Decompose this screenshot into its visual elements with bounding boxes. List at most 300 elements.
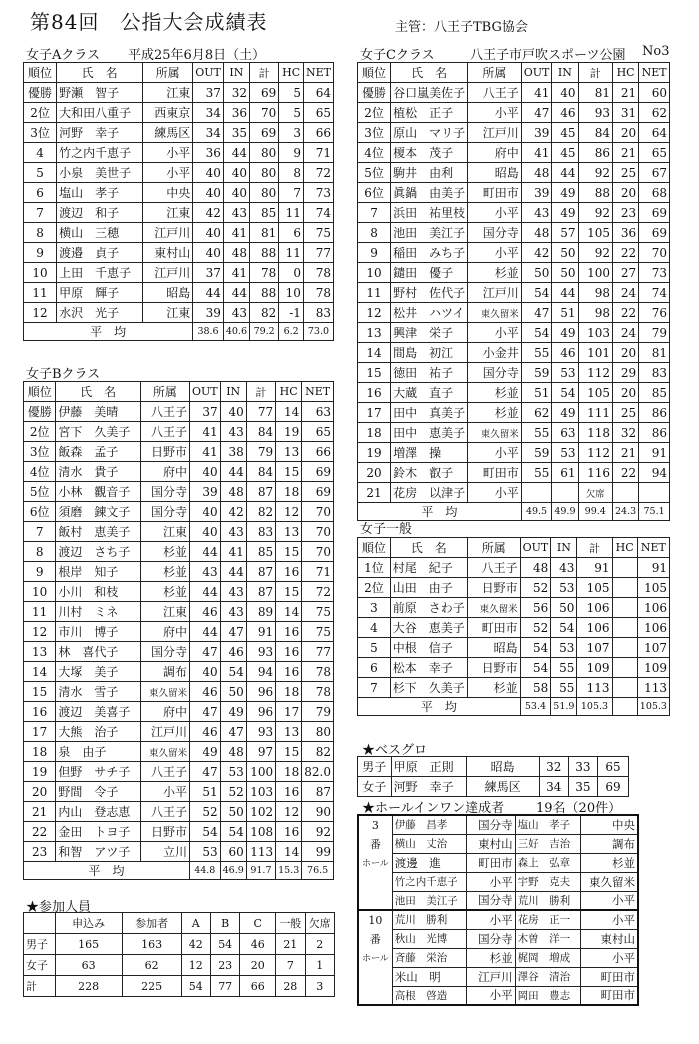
player-name: 稲田 みち子 <box>391 243 468 263</box>
table-cell: 93 <box>578 103 613 123</box>
table-cell: 54 <box>551 618 577 638</box>
player-name: 田中 真美子 <box>391 403 468 423</box>
table-cell: 2位 <box>358 103 391 123</box>
player-name: 林 喜代子 <box>56 642 140 662</box>
table-cell: 中央 <box>143 183 193 203</box>
table-cell: 93 <box>246 722 275 742</box>
table-cell: 欠席 <box>578 483 613 503</box>
player-name: 植松 正子 <box>391 103 468 123</box>
table-cell: 40 <box>220 402 246 422</box>
table-cell: 39 <box>193 303 224 323</box>
average-value: 46.9 <box>220 862 246 880</box>
table-cell: 調布 <box>140 662 189 682</box>
average-value: 49.5 <box>521 503 552 521</box>
table-cell: 46 <box>189 602 220 622</box>
table-cell: 69 <box>639 203 670 223</box>
table-cell: 60 <box>639 83 670 103</box>
table-cell: 13 <box>276 442 302 462</box>
table-cell: 54 <box>521 283 552 303</box>
table-cell: 国分寺 <box>468 363 522 383</box>
table-cell: 42 <box>521 243 552 263</box>
table-cell: 16 <box>276 642 302 662</box>
player-name: 花房 以津子 <box>391 483 468 503</box>
table-cell: 優勝 <box>24 83 57 103</box>
table-cell: 東久留米 <box>468 303 522 323</box>
table-cell: 83 <box>639 363 670 383</box>
general-table <box>357 537 670 716</box>
table-cell: 75 <box>302 622 334 642</box>
table-cell: 国分寺 <box>140 642 189 662</box>
table-cell: 63 <box>55 955 122 976</box>
table-cell: 91 <box>577 558 612 578</box>
table-cell: 竹之内千恵子 <box>392 872 466 891</box>
table-cell: 79 <box>639 323 670 343</box>
header-row <box>24 63 334 83</box>
column-header: 参加者 <box>122 913 181 934</box>
hole-number-label: 3 <box>358 815 392 834</box>
table-row <box>24 602 334 622</box>
table-cell: 55 <box>521 423 552 443</box>
table-cell: 62 <box>122 955 181 976</box>
table-cell: 21 <box>276 934 305 955</box>
table-cell: 75 <box>302 602 334 622</box>
table-cell: 杉並 <box>468 383 522 403</box>
table-row <box>24 223 334 243</box>
table-cell: 72 <box>303 163 333 183</box>
table-cell: 20 <box>240 955 276 976</box>
column-header: IN <box>552 63 578 83</box>
column-header: OUT <box>520 538 551 558</box>
table-cell: 48 <box>521 223 552 243</box>
class-a-date: 平成25年6月8日（土） <box>128 48 266 63</box>
table-cell: 小金井 <box>468 343 522 363</box>
table-cell: 15 <box>276 742 302 762</box>
table-cell: 23 <box>613 203 639 223</box>
table-row <box>24 402 334 422</box>
table-cell: 6 <box>24 183 57 203</box>
table-cell: 32 <box>539 757 568 777</box>
table-cell: 22 <box>613 303 639 323</box>
average-row <box>358 698 670 716</box>
table-cell: 25 <box>613 403 639 423</box>
table-cell <box>612 578 637 598</box>
best-gross-row <box>358 777 629 797</box>
table-cell: 14 <box>358 343 391 363</box>
table-cell: 女子 <box>358 777 392 797</box>
table-cell: 36 <box>193 143 224 163</box>
column-header: 欠席 <box>305 913 334 934</box>
table-cell: 八王子 <box>140 802 189 822</box>
table-cell: 府中 <box>140 462 189 482</box>
table-cell: 70 <box>639 243 670 263</box>
table-cell: 28 <box>276 976 305 997</box>
table-cell: 府中 <box>468 143 522 163</box>
table-row <box>358 263 670 283</box>
column-header: 所属 <box>143 63 193 83</box>
table-cell: 男子 <box>24 934 56 955</box>
table-cell: 11 <box>279 203 304 223</box>
table-cell: 16 <box>276 662 302 682</box>
table-cell: 50 <box>220 682 246 702</box>
table-cell: 国分寺 <box>466 815 515 834</box>
table-cell: 東久留米 <box>468 423 522 443</box>
table-cell: 19 <box>276 422 302 442</box>
player-name: 小泉 美世子 <box>57 163 143 183</box>
table-row <box>24 722 334 742</box>
table-cell: -1 <box>279 303 304 323</box>
table-cell: 35 <box>568 777 597 797</box>
table-cell: 33 <box>568 757 597 777</box>
table-cell: 40 <box>193 223 224 243</box>
table-cell: 59 <box>521 363 552 383</box>
average-value <box>612 698 637 716</box>
table-cell: 48 <box>521 163 552 183</box>
table-cell: 87 <box>302 782 334 802</box>
average-value: 6.2 <box>279 323 304 341</box>
table-cell: 13 <box>358 323 391 343</box>
table-cell: 105 <box>578 383 613 403</box>
table-cell: 40 <box>552 83 578 103</box>
table-cell: 58 <box>520 678 551 698</box>
table-cell: 89 <box>246 602 275 622</box>
table-cell: 練馬区 <box>143 123 193 143</box>
table-cell: 88 <box>250 283 279 303</box>
table-cell: 55 <box>551 658 577 678</box>
table-row <box>24 83 334 103</box>
table-cell: 63 <box>302 402 334 422</box>
table-cell: 46 <box>189 722 220 742</box>
player-name: 間島 初江 <box>391 343 468 363</box>
average-value: 73.0 <box>303 323 333 341</box>
player-name: 野瀬 智子 <box>57 83 143 103</box>
table-cell: 79 <box>246 442 275 462</box>
table-cell: 江東 <box>143 83 193 103</box>
table-cell: 52 <box>520 618 551 638</box>
table-cell: 103 <box>246 782 275 802</box>
table-cell: 小平 <box>468 483 522 503</box>
table-cell: 小平 <box>581 891 638 910</box>
table-cell: 小平 <box>581 948 638 967</box>
table-cell: 41 <box>223 223 249 243</box>
table-cell: 9 <box>24 243 57 263</box>
table-cell: 4位 <box>24 462 56 482</box>
table-cell: 92 <box>578 243 613 263</box>
table-cell: 昭島 <box>467 638 520 658</box>
table-cell: 105 <box>577 578 612 598</box>
table-cell: 杉並 <box>468 403 522 423</box>
table-cell: 高根 啓造 <box>392 986 466 1005</box>
table-cell: 11 <box>279 243 304 263</box>
hole-in-one-row <box>358 986 638 1005</box>
hole-number-label <box>358 891 392 910</box>
table-cell: 40 <box>193 243 224 263</box>
table-cell <box>612 558 637 578</box>
table-cell: 町田市 <box>581 967 638 986</box>
column-header: C <box>240 913 276 934</box>
table-cell: 東村山 <box>466 834 515 853</box>
table-cell: 2位 <box>24 103 57 123</box>
table-cell: 87 <box>246 562 275 582</box>
table-row <box>358 483 670 503</box>
table-cell: 18 <box>276 762 302 782</box>
table-cell: 16 <box>276 622 302 642</box>
hole-in-one-table <box>357 814 639 1006</box>
table-cell: 44 <box>220 562 246 582</box>
table-cell: 22 <box>613 463 639 483</box>
player-name: 大熊 治子 <box>56 722 140 742</box>
player-name: 松本 幸子 <box>390 658 467 678</box>
table-row <box>358 598 670 618</box>
table-cell: 45 <box>552 143 578 163</box>
table-cell: 34 <box>539 777 568 797</box>
table-cell: 56 <box>520 598 551 618</box>
table-cell: 113 <box>246 842 275 862</box>
table-row <box>358 638 670 658</box>
table-cell: 41 <box>223 263 249 283</box>
table-cell: 32 <box>613 423 639 443</box>
table-cell: 18 <box>358 423 391 443</box>
table-cell: 12 <box>181 955 210 976</box>
table-cell: 86 <box>639 403 670 423</box>
table-cell: 51 <box>552 303 578 323</box>
table-cell <box>612 678 637 698</box>
table-cell: 70 <box>302 522 334 542</box>
table-cell: 100 <box>246 762 275 782</box>
table-cell: 47 <box>189 642 220 662</box>
column-header: 氏 名 <box>391 63 468 83</box>
table-cell: 88 <box>250 243 279 263</box>
table-row <box>24 976 335 997</box>
table-cell: 女子 <box>24 955 56 976</box>
table-cell: 東村山 <box>143 243 193 263</box>
table-cell: 94 <box>246 662 275 682</box>
class-c-table <box>357 62 670 521</box>
table-row <box>24 682 334 702</box>
table-row <box>358 303 670 323</box>
table-cell: 東久留米 <box>140 742 189 762</box>
table-row <box>24 842 334 862</box>
table-row <box>24 822 334 842</box>
table-cell: 36 <box>613 223 639 243</box>
table-cell: 昭島 <box>468 163 522 183</box>
table-cell: 47 <box>521 303 552 323</box>
table-cell: 中央 <box>581 815 638 834</box>
hole-number-label: ホール <box>358 853 392 872</box>
class-c-venue: 八王子市戸吹スポーツ公園 <box>470 48 626 63</box>
table-cell: 東久留米 <box>467 598 520 618</box>
table-cell: 20 <box>613 123 639 143</box>
table-cell: 69 <box>302 482 334 502</box>
player-name: 竹之内千恵子 <box>57 143 143 163</box>
table-cell: 92 <box>578 203 613 223</box>
table-row <box>358 183 670 203</box>
table-cell: 86 <box>578 143 613 163</box>
table-cell: 24 <box>613 323 639 343</box>
table-cell: 5 <box>279 103 304 123</box>
player-name: 但野 サチ子 <box>56 762 140 782</box>
table-cell: 16 <box>24 702 56 722</box>
player-name: 宮下 久美子 <box>56 422 140 442</box>
table-cell: 70 <box>302 502 334 522</box>
player-name: 須磨 錬文子 <box>56 502 140 522</box>
table-cell: 7 <box>24 522 56 542</box>
table-cell: 5 <box>24 163 57 183</box>
hole-in-one-row <box>358 872 638 891</box>
table-cell: 51 <box>189 782 220 802</box>
table-cell: 16 <box>276 562 302 582</box>
table-cell: 計 <box>24 976 56 997</box>
column-header: B <box>210 913 239 934</box>
table-cell: 50 <box>521 263 552 283</box>
player-name: 大谷 恵美子 <box>390 618 467 638</box>
table-cell: 49 <box>220 702 246 722</box>
table-cell: 53 <box>552 363 578 383</box>
table-row <box>24 642 334 662</box>
table-cell: 4位 <box>358 143 391 163</box>
table-cell: 46 <box>189 682 220 702</box>
column-header: HC <box>613 63 639 83</box>
column-header: 所属 <box>140 382 189 402</box>
table-cell: 46 <box>552 343 578 363</box>
column-header: HC <box>612 538 637 558</box>
table-cell: 82 <box>250 303 279 323</box>
column-header: 順位 <box>358 63 391 83</box>
table-cell: 18 <box>24 742 56 762</box>
column-header: 計 <box>246 382 275 402</box>
table-cell: 41 <box>521 143 552 163</box>
table-cell: 47 <box>189 702 220 722</box>
table-cell: 2 <box>305 934 334 955</box>
table-cell: 23 <box>24 842 56 862</box>
table-cell: 調布 <box>581 834 638 853</box>
table-cell: 80 <box>302 722 334 742</box>
table-cell: 府中 <box>140 702 189 722</box>
table-cell: 48 <box>220 482 246 502</box>
average-label: 平 均 <box>358 503 522 521</box>
table-cell: 江東 <box>140 602 189 622</box>
table-cell: 34 <box>193 103 224 123</box>
table-cell: 43 <box>521 203 552 223</box>
table-cell: 100 <box>578 263 613 283</box>
table-cell: 85 <box>639 383 670 403</box>
table-cell: 44 <box>193 283 224 303</box>
table-cell: 15 <box>276 542 302 562</box>
table-cell: 18 <box>276 682 302 702</box>
header-row <box>358 538 670 558</box>
table-cell: 77 <box>303 243 333 263</box>
table-cell: 54 <box>552 383 578 403</box>
table-cell: 49 <box>552 203 578 223</box>
table-row <box>358 363 670 383</box>
table-cell: 14 <box>24 662 56 682</box>
table-cell: 55 <box>551 678 577 698</box>
table-cell <box>521 483 552 503</box>
table-cell: 小平 <box>468 323 522 343</box>
table-cell: 48 <box>220 742 246 762</box>
table-cell: 73 <box>639 263 670 283</box>
table-cell: 東久留米 <box>581 872 638 891</box>
average-value: 99.4 <box>578 503 613 521</box>
table-cell: 106 <box>637 598 669 618</box>
player-name: 川村 ミネ <box>56 602 140 622</box>
table-cell: 河野 幸子 <box>391 777 466 797</box>
table-cell: 49 <box>552 183 578 203</box>
table-cell: 0 <box>279 263 304 283</box>
table-cell: 6 <box>279 223 304 243</box>
hole-number-label <box>358 872 392 891</box>
table-cell: 37 <box>193 263 224 283</box>
table-cell <box>552 483 578 503</box>
table-cell: 14 <box>276 602 302 622</box>
table-cell: 74 <box>639 283 670 303</box>
table-cell: 49 <box>189 742 220 762</box>
table-cell: 森上 弘章 <box>515 853 581 872</box>
column-header: NET <box>639 63 670 83</box>
hole-in-one-label: ★ホールインワン達成者 <box>362 801 505 816</box>
table-row <box>358 558 670 578</box>
table-row <box>24 303 334 323</box>
table-cell: 7 <box>24 203 57 223</box>
table-cell: 12 <box>276 802 302 822</box>
average-value: 53.4 <box>520 698 551 716</box>
table-cell: 84 <box>246 462 275 482</box>
table-cell: 83 <box>246 522 275 542</box>
table-cell: 69 <box>250 123 279 143</box>
table-cell: 98 <box>578 303 613 323</box>
table-cell: 10 <box>24 582 56 602</box>
table-cell: 町田市 <box>468 183 522 203</box>
hole-number-label <box>358 967 392 986</box>
table-cell: 17 <box>276 702 302 722</box>
table-cell: 57 <box>552 223 578 243</box>
player-name: 小川 和枝 <box>56 582 140 602</box>
table-cell: 優勝 <box>24 402 56 422</box>
table-cell: 国分寺 <box>140 502 189 522</box>
table-cell: 21 <box>613 443 639 463</box>
table-cell: 93 <box>246 642 275 662</box>
table-cell: 54 <box>521 323 552 343</box>
table-cell: 3 <box>279 123 304 143</box>
table-cell: 昭島 <box>466 757 539 777</box>
table-cell: 65 <box>303 103 333 123</box>
table-cell: 20 <box>24 782 56 802</box>
table-cell: 10 <box>279 283 304 303</box>
table-cell: 37 <box>193 83 224 103</box>
header-row <box>358 63 670 83</box>
table-cell: 43 <box>220 522 246 542</box>
average-value: 105.3 <box>637 698 669 716</box>
class-c-label: 女子Cクラス <box>360 48 435 63</box>
table-cell: 5 <box>358 638 391 658</box>
table-cell: 練馬区 <box>466 777 539 797</box>
table-cell: 東村山 <box>581 929 638 948</box>
table-row <box>24 934 335 955</box>
table-cell: 52 <box>220 782 246 802</box>
table-cell: 20 <box>613 343 639 363</box>
average-value: 40.6 <box>223 323 249 341</box>
table-cell: 41 <box>189 422 220 442</box>
table-cell: 20 <box>358 463 391 483</box>
table-cell: 54 <box>220 662 246 682</box>
table-cell: 15 <box>358 363 391 383</box>
table-cell: 113 <box>577 678 612 698</box>
table-cell: 47 <box>220 722 246 742</box>
hole-number-label <box>358 986 392 1005</box>
average-value: 15.3 <box>276 862 302 880</box>
table-cell: 12 <box>24 303 57 323</box>
table-cell: 69 <box>302 462 334 482</box>
table-cell: 52 <box>520 578 551 598</box>
